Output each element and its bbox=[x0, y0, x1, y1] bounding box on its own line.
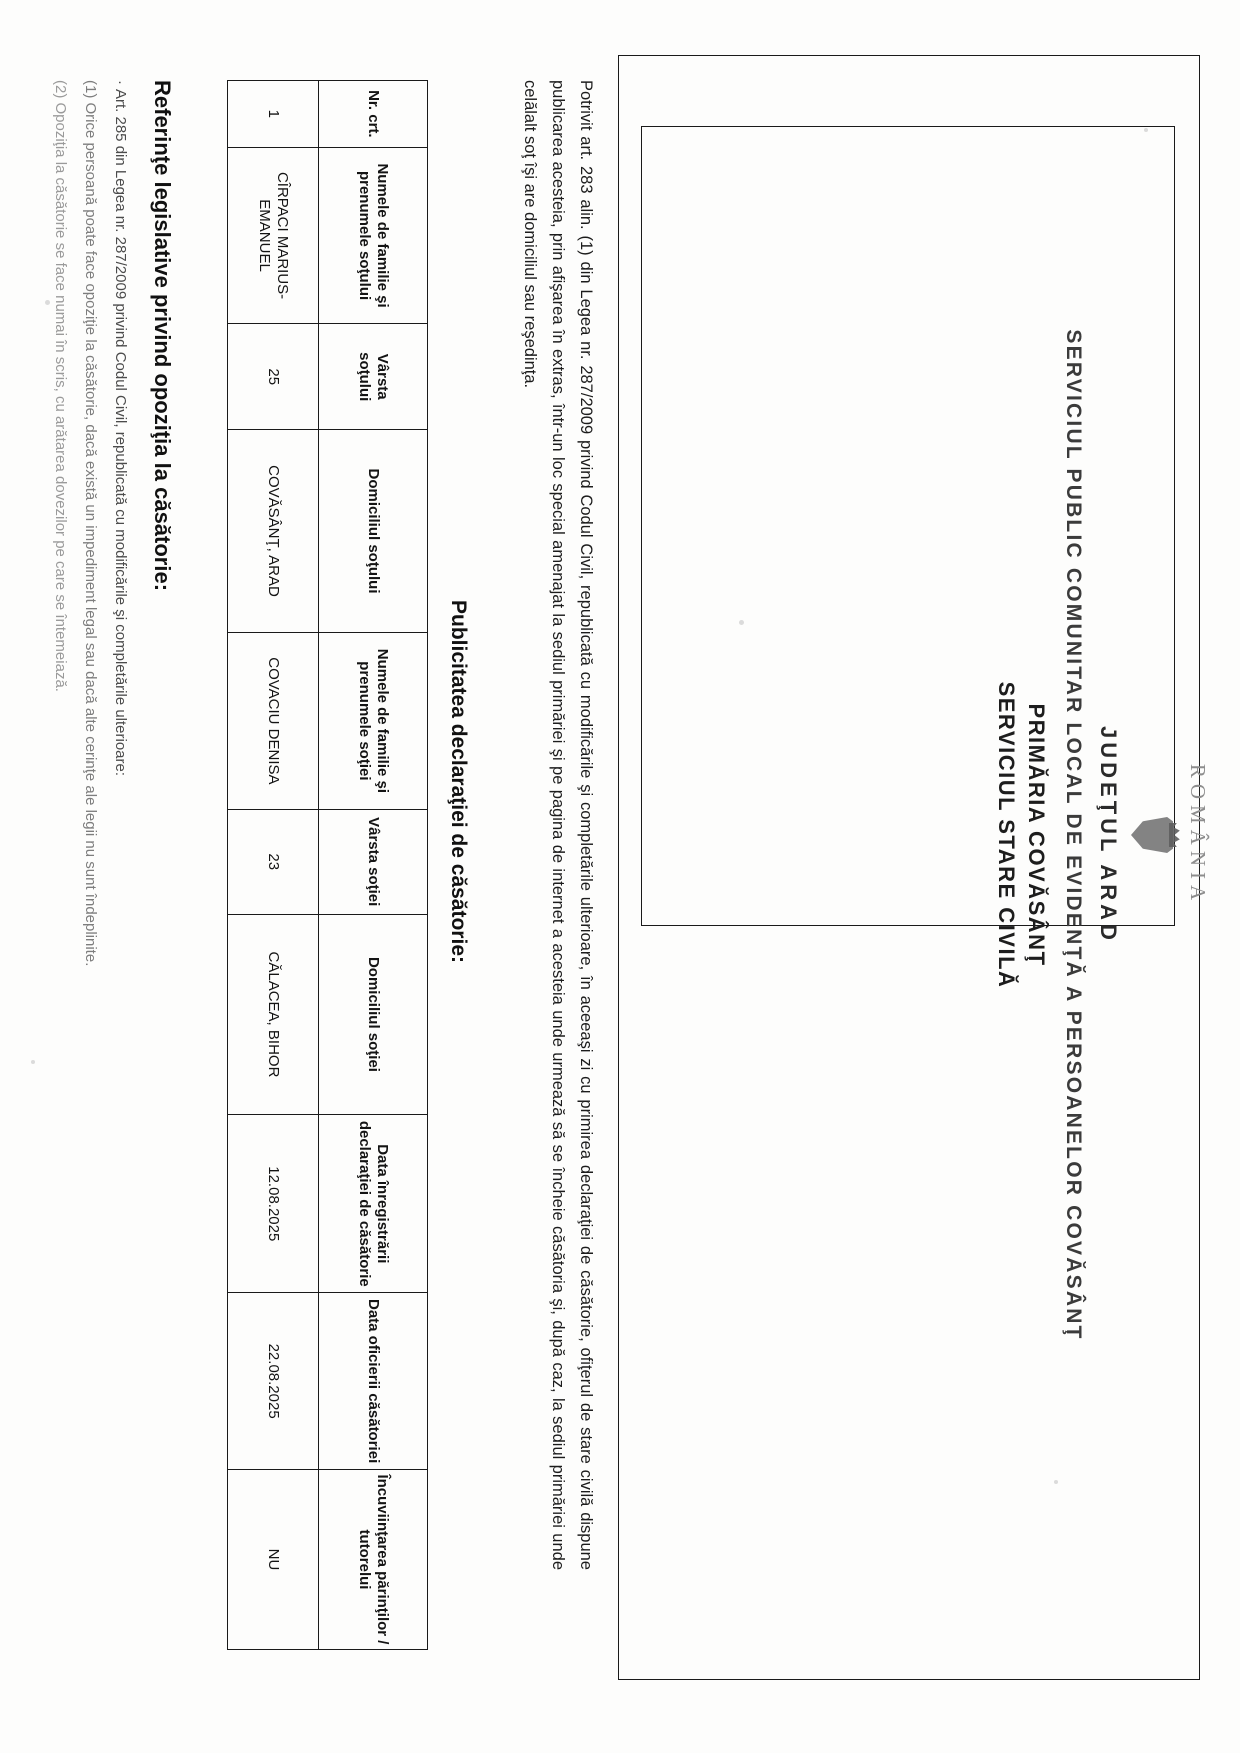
column-header-declaration-date: Data înregistrării declaraţiei de căsătorie bbox=[319, 1115, 428, 1293]
cell-husband-age: 25 bbox=[228, 324, 319, 430]
column-header-husband-name: Numele de familie şi prenumele soţului bbox=[319, 147, 428, 324]
column-header-ceremony-date: Data oficierii căsătoriei bbox=[319, 1293, 428, 1470]
country-name: ROMÂNIA bbox=[1186, 763, 1210, 907]
column-header-husband-domicile: Domiciliul soţului bbox=[319, 429, 428, 632]
cell-husband-domicile: COVĂSÂNŢ, ARAD bbox=[228, 429, 319, 632]
scan-speck bbox=[31, 1060, 35, 1064]
column-header-wife-age: Vârsta soţiei bbox=[319, 809, 428, 914]
legal-paragraph-block bbox=[516, 80, 600, 1640]
column-header-husband-age: Vârsta soţului bbox=[319, 324, 428, 430]
document-header bbox=[993, 250, 1210, 1420]
cell-husband-name: CÎRPACI MARIUS-EMANUEL bbox=[228, 147, 319, 324]
legal-paragraph: Potrivit art. 283 alin. (1) din Legea nr. 287/2009 privind Codul Civil, republicată cu modificările şi completările ulterioare, în aceeaşi zi cu primirea declaraţiei de căsătorie, ofiţerul de stare civilă dispune publicarea acesteia, prin afişarea în extras, într-un loc special amenajat la sediul primăriei şi pe pagina de internet a acesteia unde urmează să se încheie căsătoria şi, după caz, la sediul primăriei unde celălalt soţ îşi are domiciliul sau reşedinţa. bbox=[521, 80, 595, 1570]
references-list bbox=[45, 80, 135, 1600]
reference-item bbox=[105, 80, 135, 1600]
table-row bbox=[228, 81, 319, 1650]
cell-wife-domicile: CĂLACEA, BIHOR bbox=[228, 914, 319, 1115]
county-name: JUDEŢUL ARAD bbox=[1096, 726, 1121, 944]
table-header-row bbox=[319, 81, 428, 1650]
cell-wife-name: COVACIU DENISA bbox=[228, 633, 319, 810]
reference-text: (1) Orice persoană poate face opoziţie la căsătorie, dacă există un impediment legal sau dacă alte cerinţe ale legii nu sunt îndeplinite. bbox=[82, 80, 99, 967]
column-header-parental-consent: Încuviinţarea părinţilor / tutorelui bbox=[319, 1469, 428, 1649]
reference-item bbox=[45, 80, 75, 1600]
cell-wife-age: 23 bbox=[228, 809, 319, 914]
department-name: SERVICIUL STARE CIVILĂ bbox=[994, 681, 1019, 989]
bullet-icon: · bbox=[112, 80, 129, 85]
reference-text: (2) Opoziţia la căsătorie se face numai în scris, cu arătarea dovezilor pe care se întemeiază. bbox=[52, 80, 69, 692]
column-header-wife-name: Numele de familie şi prenumele soţiei bbox=[319, 633, 428, 810]
column-header-wife-domicile: Domiciliul soţiei bbox=[319, 914, 428, 1115]
column-header-nr: Nr. crt. bbox=[319, 81, 428, 148]
cell-declaration-date: 12.08.2025 bbox=[228, 1115, 319, 1293]
cell-ceremony-date: 22.08.2025 bbox=[228, 1293, 319, 1470]
city-hall-name: PRIMĂRIA COVĂSÂNŢ bbox=[1024, 703, 1049, 967]
service-name: SERVICIUL PUBLIC COMUNITAR LOCAL DE EVIDENŢĂ A PERSOANELOR COVĂSÂNŢ bbox=[1062, 329, 1085, 1341]
reference-item bbox=[75, 80, 105, 1600]
coat-of-arms-icon bbox=[1127, 813, 1181, 857]
marriage-declarations-table bbox=[227, 80, 428, 1650]
references-section-title: Referinţe legislative privind opoziţia la căsătorie: bbox=[150, 80, 175, 592]
cell-nr: 1 bbox=[228, 81, 319, 148]
reference-text: Art. 285 din Legea nr. 287/2009 privind Codul Civil, republicată cu modificările şi completările ulterioare: bbox=[112, 89, 129, 777]
cell-parental-consent: NU bbox=[228, 1469, 319, 1649]
publicity-section-title: Publicitatea declaraţiei de căsătorie: bbox=[447, 600, 470, 963]
